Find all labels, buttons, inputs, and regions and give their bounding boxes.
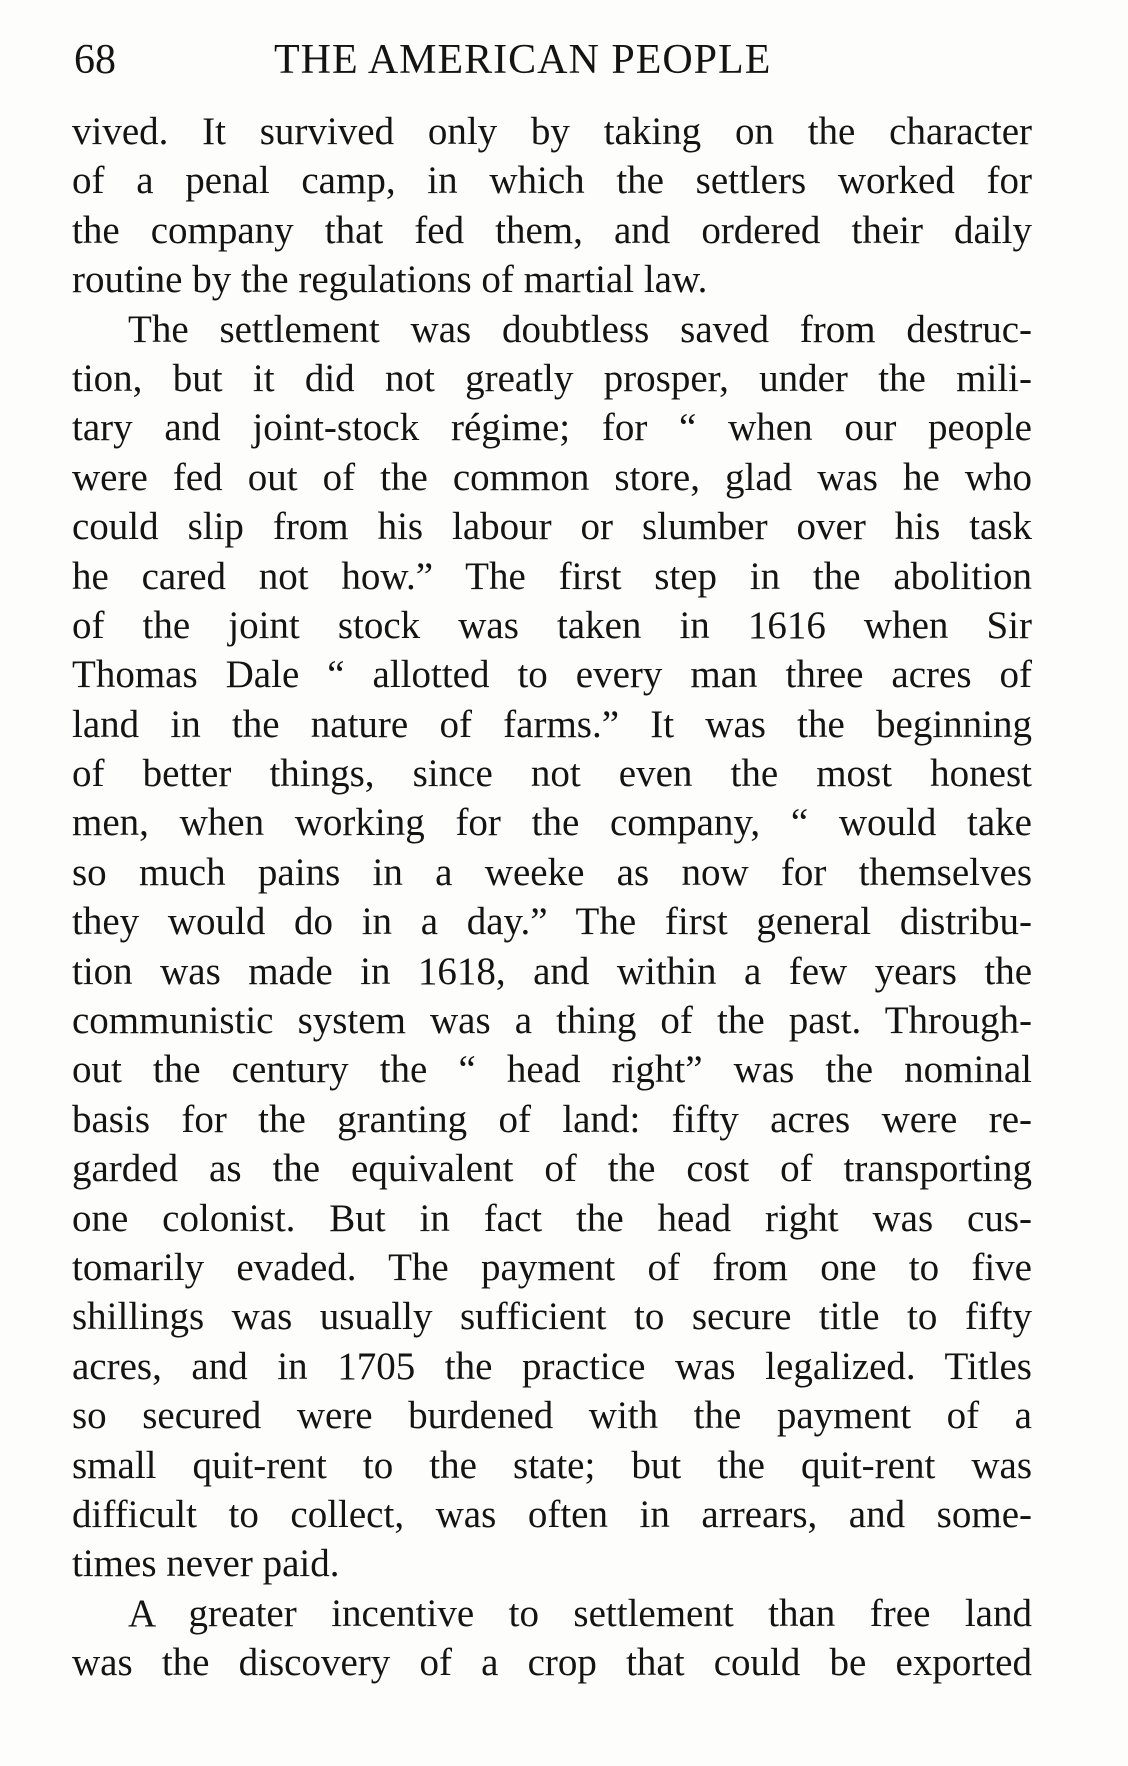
text-line: the company that fed them, and ordered their daily	[72, 208, 1032, 252]
text-line: could slip from his labour or slumber over his task	[72, 505, 1032, 549]
text-line: times never paid.	[72, 1542, 340, 1586]
text-line: so secured were burdened with the payment of a	[72, 1394, 1032, 1438]
text-line: they would do in a day.” The first general distribu-	[72, 900, 1032, 944]
text-line: out the century the “ head right” was the nominal	[72, 1048, 1032, 1092]
text-line: men, when working for the company, “ would take	[72, 801, 1032, 845]
text-line: basis for the granting of land: fifty acres were re-	[72, 1097, 1032, 1141]
running-head: THE AMERICAN PEOPLE	[274, 37, 772, 83]
text-line: acres, and in 1705 the practice was legalized. Titles	[72, 1344, 1032, 1388]
text-line: he cared not how.” The first step in the abolition	[72, 554, 1032, 598]
text-line: tomarily evaded. The payment of from one to five	[72, 1245, 1032, 1289]
text-line: tion, but it did not greatly prosper, under the mili-	[72, 356, 1032, 400]
page-number: 68	[74, 37, 116, 83]
text-line: shillings was usually sufficient to secure title to fifty	[72, 1295, 1032, 1339]
paragraph-start-line: A greater incentive to settlement than free land	[128, 1591, 1032, 1635]
page-header	[74, 30, 1034, 90]
text-line: of the joint stock was taken in 1616 when Sir	[72, 603, 1032, 647]
text-line: of better things, since not even the most honest	[72, 752, 1032, 796]
text-line: Thomas Dale “ allotted to every man three acres of	[72, 653, 1032, 697]
text-line: difficult to collect, was often in arrears, and some-	[72, 1492, 1032, 1536]
text-line: so much pains in a weeke as now for themselves	[72, 850, 1032, 894]
text-line: of a penal camp, in which the settlers worked for	[72, 159, 1032, 203]
text-line: were fed out of the common store, glad was he who	[72, 455, 1032, 499]
text-line: land in the nature of farms.” It was the beginning	[72, 702, 1032, 746]
text-line: garded as the equivalent of the cost of transporting	[72, 1147, 1032, 1191]
text-line: small quit-rent to the state; but the quit-rent was	[72, 1443, 1032, 1487]
text-line: one colonist. But in fact the head right was cus-	[72, 1196, 1032, 1240]
text-line: routine by the regulations of martial law.	[72, 258, 708, 302]
text-line: vived. It survived only by taking on the character	[72, 110, 1032, 153]
text-line: tary and joint-stock régime; for “ when our people	[72, 406, 1032, 450]
body-text	[72, 107, 1032, 1688]
paragraph-start-line: The settlement was doubtless saved from destruc-	[128, 307, 1032, 351]
text-line: tion was made in 1618, and within a few years the	[72, 949, 1032, 993]
text-line: communistic system was a thing of the past. Through-	[72, 999, 1032, 1043]
text-line: was the discovery of a crop that could be exported	[72, 1641, 1032, 1685]
